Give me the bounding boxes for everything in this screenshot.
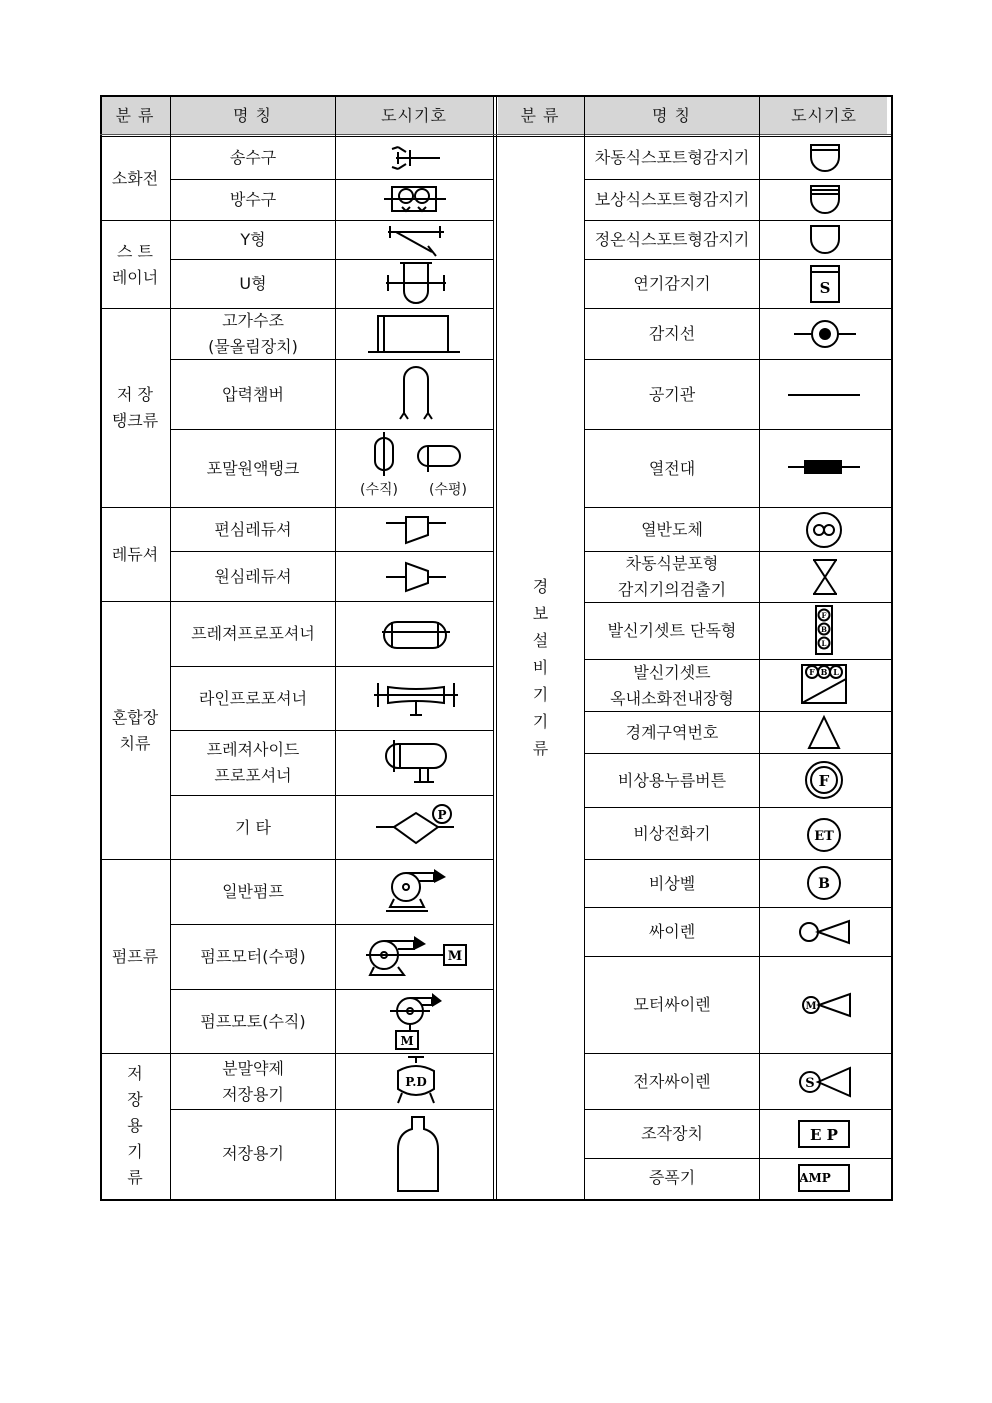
item-name: 열반도체 — [641, 519, 703, 539]
svg-text:B: B — [821, 625, 827, 634]
category-strainer: 스 트 레이너 — [111, 241, 159, 287]
thermocouple-icon — [786, 457, 862, 477]
item-name: 공기관 — [648, 384, 696, 404]
svg-text:M: M — [805, 1001, 817, 1012]
other-proportioner-icon — [374, 801, 458, 853]
svg-text:L: L — [821, 639, 827, 648]
item-name: 비상전화기 — [633, 823, 711, 843]
item-name: 모터싸이렌 — [633, 995, 711, 1014]
item-name: 비상벨 — [648, 873, 696, 893]
rate-of-rise-spot-detector-icon — [805, 141, 845, 175]
item-name: 방수구 — [229, 190, 277, 209]
svg-text:B: B — [820, 667, 828, 677]
air-tube-icon — [786, 389, 862, 401]
motor-siren-icon — [800, 990, 854, 1020]
svg-text:P: P — [437, 808, 447, 822]
y-strainer-icon — [382, 222, 450, 258]
item-name: 보상식스포트형감지기 — [594, 190, 750, 209]
item-name: 송수구 — [229, 148, 277, 167]
header-symbol-right: 도시기호 — [791, 105, 857, 125]
item-name: 증폭기 — [648, 1168, 696, 1187]
distributed-detector-icon — [810, 557, 840, 597]
item-name: U형 — [239, 274, 267, 293]
item-name: 원심레듀셔 — [214, 566, 292, 586]
discharge-outlet-icon — [382, 181, 450, 219]
pump-motor-vertical-icon — [386, 991, 450, 1051]
category-proportioner: 혼합장 치류 — [111, 707, 159, 753]
header-category-right: 분 류 — [520, 105, 560, 125]
item-name: 라인프로포셔너 — [198, 688, 308, 708]
svg-text:F: F — [818, 772, 830, 790]
transmitter-set-hydrant-icon — [799, 662, 849, 708]
item-name: 편심레듀셔 — [214, 519, 292, 539]
svg-text:S: S — [819, 279, 831, 297]
svg-text:E P: E P — [810, 1126, 838, 1144]
legend-table — [100, 95, 891, 1199]
category-pump: 펌프류 — [111, 946, 159, 966]
header-name-left: 명 칭 — [233, 105, 272, 125]
foam-tank-icon — [356, 432, 476, 478]
category-storage-vessel: 저 장 용 기 류 — [127, 1063, 143, 1187]
emergency-bell-icon — [806, 865, 842, 901]
item-name: 차동식스포트형감지기 — [594, 148, 750, 167]
item-name: 고가수조 (물올림장치) — [208, 311, 298, 356]
elevated-tank-icon — [364, 311, 464, 357]
foam-tank-vertical-label: (수직) — [360, 482, 398, 498]
item-name: 발신기셋트 단독형 — [607, 621, 737, 640]
powder-storage-icon — [386, 1055, 446, 1107]
svg-text:ET: ET — [814, 829, 834, 844]
item-name: 저장용기 — [222, 1143, 284, 1163]
siren-icon — [797, 917, 853, 947]
header-category-left: 분 류 — [115, 105, 155, 125]
amplifier-icon — [797, 1163, 853, 1193]
emergency-telephone-icon — [805, 816, 843, 854]
item-name: 펌프모토(수직) — [200, 1011, 306, 1031]
electronic-siren-icon — [798, 1064, 854, 1100]
header-symbol-left: 도시기호 — [381, 105, 447, 125]
item-name: 포말원액탱크 — [206, 458, 300, 478]
category-fire-connection: 소화전 — [111, 168, 159, 188]
zone-number-icon — [806, 714, 842, 752]
line-proportioner-icon — [372, 675, 460, 721]
svg-text:F: F — [821, 611, 827, 620]
item-name: 발신기셋트 옥내소화전내장형 — [610, 662, 734, 708]
item-name: 조작장치 — [641, 1124, 703, 1143]
control-device-icon — [797, 1119, 853, 1151]
thermal-semiconductor-icon — [804, 510, 844, 550]
pressure-side-proportioner-icon — [380, 736, 452, 790]
pressure-chamber-icon — [396, 363, 436, 427]
item-name: 압력챔버 — [222, 384, 284, 404]
item-name: 일반펌프 — [222, 882, 284, 901]
item-name: 감지선 — [648, 324, 696, 343]
svg-text:P.D: P.D — [405, 1075, 427, 1089]
concentric-reducer-icon — [382, 557, 450, 597]
svg-text:M: M — [400, 1034, 414, 1048]
siamese-connection-icon — [384, 141, 444, 177]
item-name: 정온식스포트형감지기 — [594, 230, 750, 249]
header-name-right: 명 칭 — [652, 105, 691, 125]
general-pump-icon — [380, 865, 452, 917]
fixed-temp-spot-detector-icon — [805, 223, 845, 257]
item-name: 싸이렌 — [648, 922, 696, 941]
category-reducer: 레듀셔 — [111, 544, 159, 564]
item-name: 경계구역번호 — [625, 722, 719, 742]
sensing-wire-icon — [792, 317, 858, 351]
item-name: 기 타 — [235, 817, 271, 837]
svg-text:M: M — [447, 949, 463, 964]
item-name: Y형 — [240, 230, 266, 249]
compensated-spot-detector-icon — [805, 183, 845, 217]
smoke-detector-icon — [806, 263, 846, 305]
item-name: 펌프모터(수평) — [200, 947, 306, 966]
pressure-proportioner-icon — [380, 614, 452, 652]
item-name: 분말약제 저장용기 — [222, 1058, 284, 1104]
item-name: 프레져사이드 프로포셔너 — [206, 740, 300, 785]
item-name: 차동식분포형 감지기의검출기 — [617, 554, 727, 599]
svg-text:F: F — [809, 667, 815, 677]
category-storage-tank: 저 장 탱크류 — [111, 385, 159, 430]
u-strainer-icon — [382, 261, 450, 307]
pump-motor-horizontal-icon — [364, 927, 470, 983]
svg-text:B: B — [818, 876, 830, 892]
item-name: 연기감지기 — [633, 274, 711, 293]
svg-text:AMP: AMP — [799, 1171, 831, 1185]
foam-tank-horizontal-label: (수평) — [429, 482, 467, 498]
emergency-button-icon — [804, 760, 844, 800]
storage-vessel-icon — [390, 1113, 446, 1195]
transmitter-set-standalone-icon — [814, 604, 834, 656]
svg-text:L: L — [833, 667, 839, 677]
item-name: 전자싸이렌 — [633, 1071, 711, 1091]
item-name: 프레져프로포셔너 — [191, 624, 315, 643]
eccentric-reducer-icon — [382, 513, 450, 547]
category-alarm-equipment: 경 보 설 비 기 기 류 — [532, 576, 549, 758]
item-name: 열전대 — [648, 458, 696, 478]
item-name: 비상용누름버튼 — [617, 770, 727, 790]
svg-text:S: S — [805, 1076, 815, 1091]
